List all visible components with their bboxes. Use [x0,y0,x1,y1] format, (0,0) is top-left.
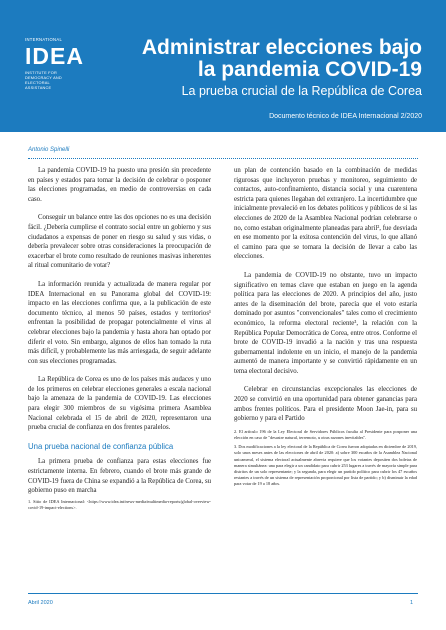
document-note: Documento técnico de IDEA Internacional 2/2020 [269,113,422,120]
left-column [28,166,211,514]
logo-tagline-3: ELECTORAL [25,80,50,85]
page-subtitle: La prueba crucial de la República de Corea [181,84,422,98]
title-line-1: Administrar elecciones bajo [141,36,422,59]
header-banner [0,0,446,132]
idea-logo [25,37,84,90]
logo-tagline-2: DEMOCRACY AND [25,75,62,80]
page-number: 1 [410,600,414,606]
author-name: Antonio Spinelli [28,147,70,153]
logo-brand: IDEA [25,43,84,69]
paragraph: La República de Corea es uno de los países más audaces y uno de los primeros en celebrar elecciones generales a escala nacional bajo la amenaza de la pandemia de COVID-19. Las elecciones para elegir 300 miembros de su vigésima primera Asamblea Nacional celebrada el 15 de abril de 2020, representaron una prueba crucial de confianza en dos frentes paralelos. [28,376,211,432]
logo-tagline [25,70,81,90]
paragraph: La información reunida y actualizada de manera regular por IDEA Internacional en su Panorama global del COVID-19: impacto en las elecciones confirma que, a la publicación de este documento técnico, al menos 50 países, estados y territorios¹ enfrentan la posibilidad de propagar potencialmente el virus al celebrar elecciones bajo la pandemia y hasta ahora han optado por diferir el voto. Sin embargo, algunos de ellos han tomado la ruta más difícil, y probablemente las más arriesgada, de seguir adelante con sus elecciones programadas. [28,280,211,365]
page-title [102,37,422,81]
footnote: 2. El artículo 196 de la Ley Electoral de Servidores Públicos faculta al Presidente para posponer una elección en caso de "desastre natural, terremoto, u otras razones inevitables". [234,428,417,441]
footnote: 3. Dos modificaciones a la ley electoral de la República de Corea fueron adoptadas en diciembre de 2019, solo unos meses antes de las elecciones de abril de 2020: a) sobre 300 escaños de la Asamblea Nacional unicameral, el sistema electoral actualmente abrevia requiere que los votantes depositen dos boletas de manera simultánea: una para elegir a un candidato para cubrir 253 lugares a través de mayoría simple para distritos de un solo representante; y la segunda, para elegir un partido político para cubrir los 47 escaños restantes a través de un sistema de representación proporcional por lista de partido; y b) disminuir la edad para votar de 19 a 18 años. [234,444,417,487]
footnote: 1. Sitio de IDEA Internacional: <https://www.idea.int/news-media/multimedia-reports/global-overview-covid-19-impact-elections>. [28,498,211,511]
right-column [234,166,417,491]
logo-tagline-1: INSTITUTE FOR [25,70,57,75]
author-divider [28,158,418,159]
logo-international: INTERNATIONAL [25,37,63,42]
paragraph: Celebrar en circunstancias excepcionales las elecciones de 2020 se convirtió en una oportunidad para obtener ganancias para ambos frentes políticos. Para el presidente Moon Jae-in, para su gobierno y para el Partido [234,386,417,423]
paragraph: La pandemia COVID-19 ha puesto una presión sin precedente en países y estados para tomar la decisión de celebrar o posponer las elecciones programadas, en medio de controversias en cada caso. [28,167,211,203]
logo-tagline-4: ASSISTANCE [25,85,52,90]
paragraph: Conseguir un balance entre las dos opciones no es una decisión fácil. ¿Debería cumplirse el contrato social entre un gobierno y sus ciudadanos a expensas de poner en riesgo su salud y sus vidas, o debería prevalecer sobre otras consideraciones la preocupación de exacerbar el brote como resultado de reuniones masivas inherentes al ritual comunitario de votar? [28,214,211,270]
paragraph: La pandemia de COVID-19 no obstante, tuvo un impacto significativo en temas clave que estaban en juego en la agenda política para las elecciones de 2020. A principios del año, justo antes de la diseminación del brote, parecía que el voto estaría dominado por asuntos "convencionales" tales como el crecimiento económico, la reforma electoral reciente³, la relación con la República Popular Democrática de Corea, entre otros. Conforme el brote de COVID-19 invadió a la nación y tras una respuesta gubernamental indolente en un inicio, el manejo de la pandemia aumentó de manera importante y se convirtió rápidamente en un tema electoral decisivo. [234,271,417,375]
footer-divider [28,593,418,594]
paragraph: La primera prueba de confianza para estas elecciones fue estrictamente interna. En febrero, cuando el brote más grande de COVID-19 fuera de China se expandió a la República de Corea, su gobierno puso en marcha [28,458,211,495]
footer-date: Abril 2020 [28,600,53,606]
section-heading: Una prueba nacional de confianza pública [28,441,174,451]
title-line-2: la pandemia COVID-19 [197,58,422,81]
paragraph: un plan de contención basado en la combinación de medidas rigurosas que incluyeron pruebas y monitoreo, seguimiento de contactos, auto-confinamiento, distancia social y una cuarentena estricta para quienes llegaban del extranjero. La incertidumbre que inicialmente prevaleció en los debates políticos y públicos de si las elecciones de 2020 de la Asamblea Nacional podrían celebrarse o no, como estaban originalmente planeadas para abril², fue desviada en ese momento por la exitosa contención del virus, lo que allanó el camino para que se tomara la decisión de llevar a cabo las elecciones. [234,167,417,261]
